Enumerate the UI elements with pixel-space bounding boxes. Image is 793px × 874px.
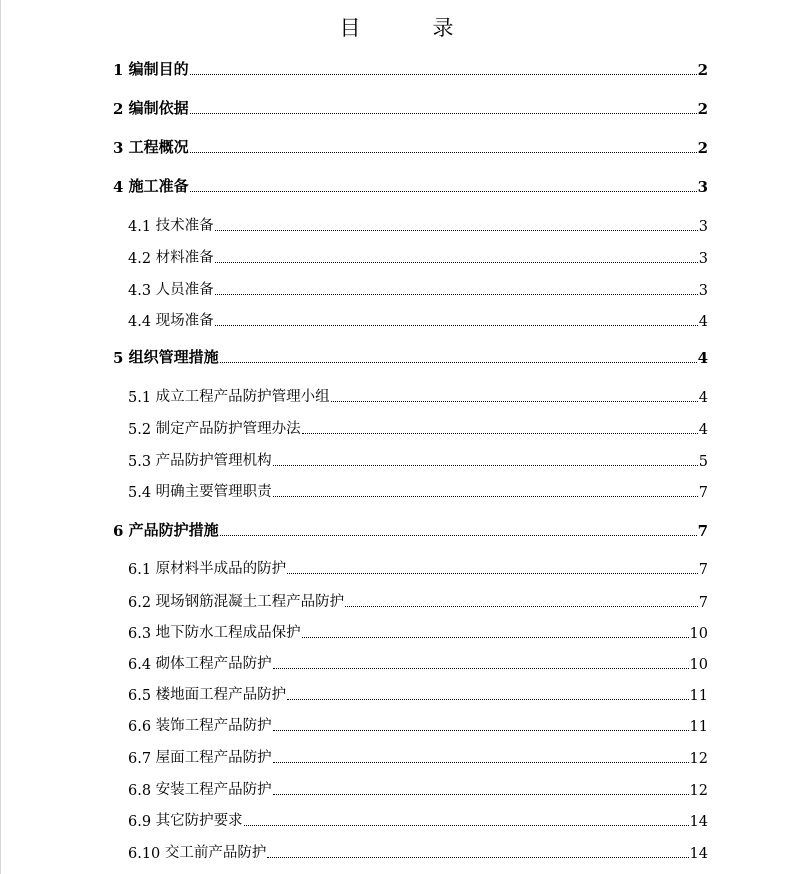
toc-entry[interactable]: [128, 779, 708, 799]
toc-entry-page-number: 11: [689, 688, 708, 704]
toc-dot-leader: [287, 698, 688, 700]
toc-entry-label: 装饰工程产品防护: [155, 718, 272, 734]
toc-entry-label: 制定产品防护管理办法: [155, 421, 301, 437]
toc-entry[interactable]: [113, 59, 708, 79]
toc-entry-label: 安装工程产品防护: [155, 782, 272, 798]
toc-entry-page-number: 4: [698, 422, 708, 438]
toc-dot-leader: [273, 761, 689, 763]
toc-entry-number: 2: [113, 100, 129, 118]
toc-entry-label: 交工前产品防护: [164, 845, 267, 861]
toc-dot-leader: [190, 112, 697, 114]
toc-entry-page-number: 5: [698, 454, 708, 470]
toc-entry-page-number: 14: [689, 814, 708, 830]
toc-entry-number: 6.3: [128, 626, 156, 642]
toc-dot-leader: [273, 793, 689, 795]
toc-entry-label: 原材料半成品的防护: [155, 561, 287, 577]
toc-entry-page-number: 11: [689, 719, 708, 735]
toc-entry[interactable]: [128, 653, 708, 673]
toc-entry[interactable]: [128, 215, 708, 235]
toc-entry-label: 明确主要管理职责: [155, 484, 272, 500]
toc-dot-leader: [220, 534, 697, 536]
toc-entry-number: 6.8: [128, 783, 156, 799]
toc-entry-label: 技术准备: [155, 218, 214, 234]
toc-entry-label: 产品防护措施: [128, 521, 219, 539]
toc-entry[interactable]: [128, 558, 708, 578]
toc-dot-leader: [302, 636, 689, 638]
toc-entry-page-number: 2: [697, 139, 708, 157]
toc-entry-label: 组织管理措施: [128, 348, 219, 366]
toc-entry-number: 4.4: [128, 314, 156, 330]
toc-dot-leader: [220, 361, 697, 363]
toc-entry-number: 3: [113, 139, 129, 157]
toc-dot-leader: [190, 151, 697, 153]
toc-entry-page-number: 2: [697, 100, 708, 118]
toc-entry-page-number: 7: [698, 595, 708, 611]
toc-entry-number: 4.1: [128, 219, 156, 235]
toc-entry[interactable]: [128, 684, 708, 704]
toc-entry-number: 5.3: [128, 454, 156, 470]
toc-entry-page-number: 10: [689, 626, 708, 642]
toc-dot-leader: [273, 495, 698, 497]
toc-entry-number: 1: [113, 61, 129, 79]
toc-entry-number: 6.5: [128, 688, 156, 704]
toc-entry-page-number: 10: [689, 657, 708, 673]
toc-entry[interactable]: [128, 810, 708, 830]
toc-dot-leader: [345, 605, 698, 607]
toc-entry-page-number: 3: [698, 251, 708, 267]
toc-entry[interactable]: [128, 386, 708, 406]
toc-title-char-1: 目: [339, 16, 361, 40]
toc-entry-number: 5.1: [128, 390, 156, 406]
toc-entry-page-number: 7: [697, 522, 708, 540]
toc-entry[interactable]: [128, 747, 708, 767]
toc-entry-label: 材料准备: [155, 250, 214, 266]
toc-entry[interactable]: [113, 347, 708, 367]
toc-entry-number: 6.1: [128, 562, 156, 578]
toc-dot-leader: [267, 856, 688, 858]
toc-dot-leader: [273, 729, 689, 731]
toc-dot-leader: [215, 261, 698, 263]
toc-title-char-2: 录: [432, 16, 454, 40]
toc-entry[interactable]: [113, 176, 708, 196]
toc-entry-label: 其它防护要求: [155, 813, 243, 829]
toc-entry-label: 施工准备: [128, 177, 189, 195]
toc-dot-leader: [190, 190, 697, 192]
toc-entry-label: 砌体工程产品防护: [155, 656, 272, 672]
toc-dot-leader: [190, 73, 697, 75]
toc-entry[interactable]: [128, 279, 708, 299]
toc-dot-leader: [244, 824, 689, 826]
toc-dot-leader: [302, 432, 698, 434]
toc-entry-number: 6.6: [128, 719, 156, 735]
toc-entry[interactable]: [128, 591, 708, 611]
toc-dot-leader: [273, 667, 689, 669]
toc-dot-leader: [331, 400, 698, 402]
toc-entry-number: 6.4: [128, 657, 156, 673]
toc-entry[interactable]: [128, 450, 708, 470]
toc-entry[interactable]: [128, 715, 708, 735]
toc-entry-number: 5.4: [128, 485, 156, 501]
toc-entry-label: 成立工程产品防护管理小组: [155, 389, 330, 405]
toc-entry-page-number: 14: [689, 846, 708, 862]
toc-entry-number: 4.3: [128, 283, 156, 299]
toc-dot-leader: [215, 229, 698, 231]
toc-dot-leader: [215, 293, 698, 295]
toc-entry-number: 6: [113, 522, 129, 540]
toc-dot-leader: [215, 324, 698, 326]
toc-entry[interactable]: [128, 310, 708, 330]
toc-entry-label: 地下防水工程成品保护: [155, 625, 301, 641]
toc-entry-page-number: 12: [689, 783, 708, 799]
toc-entry-page-number: 7: [698, 562, 708, 578]
toc-entry-number: 4: [113, 178, 129, 196]
toc-entry-label: 编制目的: [128, 60, 189, 78]
toc-entry-page-number: 3: [698, 219, 708, 235]
toc-dot-leader: [287, 572, 698, 574]
toc-dot-leader: [273, 464, 698, 466]
toc-entry[interactable]: [128, 247, 708, 267]
toc-entry-number: 5: [113, 349, 129, 367]
toc-entry-number: 6.9: [128, 814, 156, 830]
toc-entry-label: 现场准备: [155, 313, 214, 329]
toc-entry[interactable]: [113, 98, 708, 118]
toc-entry-page-number: 4: [698, 390, 708, 406]
toc-entry-page-number: 7: [698, 485, 708, 501]
toc-entry[interactable]: [113, 520, 708, 540]
toc-entry-label: 人员准备: [155, 282, 214, 298]
toc-entry-number: 5.2: [128, 422, 156, 438]
toc-entry-page-number: 3: [697, 178, 708, 196]
toc-entry-page-number: 4: [698, 314, 708, 330]
toc-entry[interactable]: [128, 842, 708, 862]
toc-entry-label: 现场钢筋混凝土工程产品防护: [155, 594, 345, 610]
toc-entry-page-number: 4: [697, 349, 708, 367]
toc-entry[interactable]: [128, 418, 708, 438]
toc-entry-page-number: 2: [697, 61, 708, 79]
toc-entry-label: 工程概况: [128, 138, 189, 156]
toc-entry-label: 楼地面工程产品防护: [155, 687, 287, 703]
toc-entry-number: 6.7: [128, 751, 156, 767]
toc-entry[interactable]: [128, 481, 708, 501]
toc-entry-page-number: 12: [689, 751, 708, 767]
toc-entry-number: 6.10: [128, 846, 165, 862]
toc-entry[interactable]: [113, 137, 708, 157]
toc-entry-label: 屋面工程产品防护: [155, 750, 272, 766]
toc-entry-label: 产品防护管理机构: [155, 453, 272, 469]
toc-entry-page-number: 3: [698, 283, 708, 299]
toc-entry-number: 6.2: [128, 595, 156, 611]
toc-entry[interactable]: [128, 622, 708, 642]
toc-entry-label: 编制依据: [128, 99, 189, 117]
toc-entry-number: 4.2: [128, 251, 156, 267]
